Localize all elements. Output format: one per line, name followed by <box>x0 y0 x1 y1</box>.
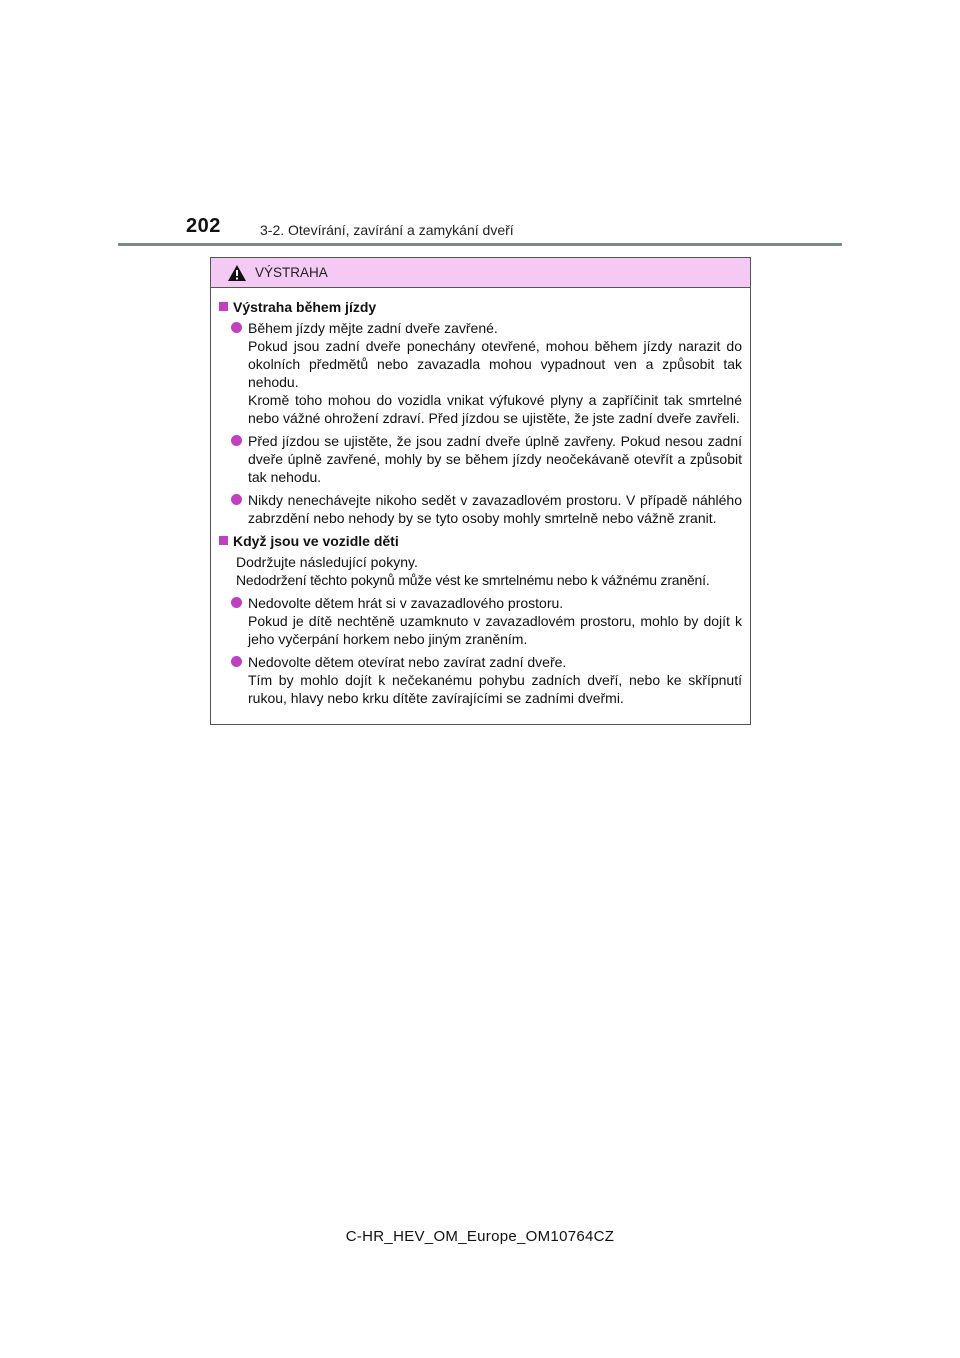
list-item <box>231 653 742 707</box>
bullet-text: Před jízdou se ujistěte, že jsou zadní dveře úplně zavřeny. Pokud nesou zadní dveře úplně zavřené, mohly by se během jízdy neočekávaně otevřít a způsobit tak nehodu. <box>248 433 742 485</box>
intro-text: Nedodržení těchto pokynů může vést ke smrtelnému nebo k vážnému zranění. <box>236 572 710 588</box>
warning-section <box>219 298 742 527</box>
circle-bullet-icon <box>231 494 242 505</box>
intro-text: Dodržujte následující pokyny. <box>236 554 418 570</box>
warning-title: VÝSTRAHA <box>255 265 328 280</box>
section-heading: Když jsou ve vozidle děti <box>219 532 742 550</box>
page-number: 202 <box>186 215 221 237</box>
warning-box <box>210 257 751 725</box>
bullet-text: Tím by mohlo dojít k nečekanému pohybu zadních dveří, nebo ke skřípnutí rukou, hlavy nebo krku dítěte zavírajícími se zadními dveřmi. <box>248 672 742 706</box>
circle-bullet-icon <box>231 435 242 446</box>
circle-bullet-icon <box>231 656 242 667</box>
bullet-text: Pokud je dítě nechtěně uzamknuto v zavazadlovém prostoru, mohlo by dojít k jeho vyčerpání horkem nebo jiným zraněním. <box>248 613 742 647</box>
list-item <box>231 432 742 486</box>
bullet-text: Pokud jsou zadní dveře ponechány otevřené, mohou během jízdy narazit do okolních předmětů nebo zavazadla mohou vypadnout ven a způsobit tak nehodu. <box>248 338 742 390</box>
list-item <box>231 491 742 527</box>
document-code: C-HR_HEV_OM_Europe_OM10764CZ <box>345 1228 615 1245</box>
section-intro <box>236 553 742 589</box>
warning-header <box>211 258 750 288</box>
header-rule <box>118 243 842 246</box>
square-bullet-icon <box>219 536 228 545</box>
circle-bullet-icon <box>231 322 242 333</box>
warning-section <box>219 532 742 707</box>
bullet-text: Nedovolte dětem hrát si v zavazadlového prostoru. <box>248 595 564 611</box>
bullet-text: Během jízdy mějte zadní dveře zavřené. <box>248 320 498 336</box>
list-item <box>231 319 742 427</box>
section-heading: Výstraha během jízdy <box>219 298 742 316</box>
warning-triangle-icon <box>227 264 247 282</box>
bullet-text: Nedovolte dětem otevírat nebo zavírat zadní dveře. <box>248 654 567 670</box>
warning-body <box>211 288 750 724</box>
bullet-text: Kromě toho mohou do vozidla vnikat výfukové plyny a zapříčinit tak smrtelné nebo vážné ohrožení zdraví. Před jízdou se ujistěte, že jste zadní dveře zavřeli. <box>248 392 742 426</box>
circle-bullet-icon <box>231 597 242 608</box>
section-title: 3-2. Otevírání, zavírání a zamykání dveří <box>260 222 514 238</box>
list-item <box>231 594 742 648</box>
square-bullet-icon <box>219 302 228 311</box>
bullet-text: Nikdy nenechávejte nikoho sedět v zavazadlovém prostoru. V případě náhlého zabrzdění nebo nehody by se tyto osoby mohly smrtelně nebo vážně zranit. <box>248 492 742 526</box>
